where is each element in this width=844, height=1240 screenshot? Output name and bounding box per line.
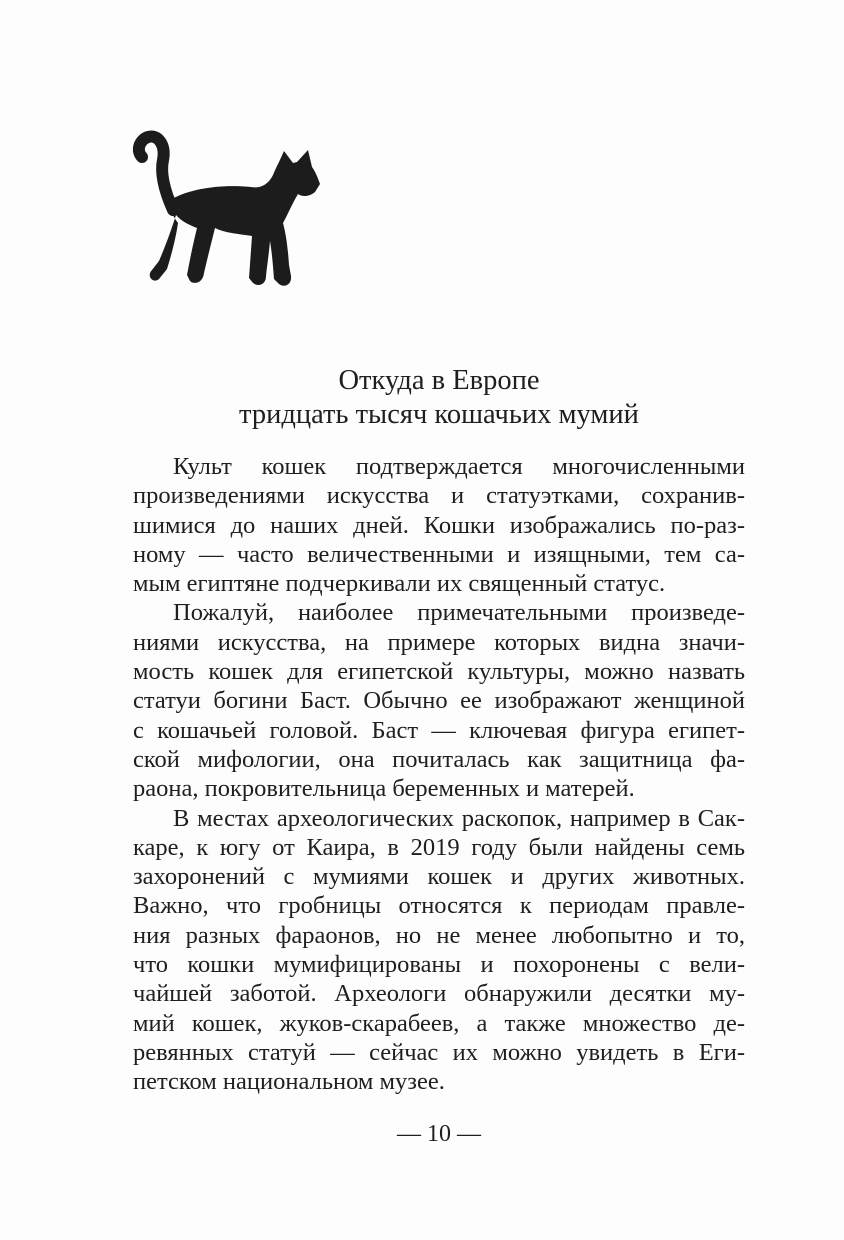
body-line: Пожалуй, наиболее примечательными произведе- (173, 599, 745, 627)
page-number: — 10 — (397, 1121, 481, 1147)
body-line: ревянных статуй — сейчас их можно увидеть в Еги- (133, 1038, 745, 1066)
cat-silhouette-icon (131, 126, 321, 294)
body-line: В местах археологических раскопок, например в Сак- (173, 804, 745, 832)
body-line: каре, к югу от Каира, в 2019 году были найдены семь (133, 833, 745, 861)
body-line: с кошачьей головой. Баст — ключевая фигура египет- (133, 716, 745, 744)
body-line: ному — часто величественными и изящными, тем са- (133, 540, 745, 568)
chapter-title-line-2: тридцать тысяч кошачьих мумий (239, 399, 639, 430)
body-line: Важно, что гробницы относятся к периодам правле- (133, 892, 745, 920)
chapter-title (133, 364, 745, 432)
cat-body-shape (150, 150, 320, 286)
body-line: мым египтяне подчеркивали их священный статус. (133, 570, 666, 598)
cat-tail-shape (139, 137, 173, 210)
body-line: раона, покровительница беременных и матерей. (133, 775, 635, 803)
body-line: ниями искусства, на примере которых видна значи- (133, 628, 745, 656)
body-line: мий кошек, жуков-скарабеев, а также множество де- (133, 1009, 745, 1037)
body-line: ния разных фараонов, но не менее любопытно и то, (133, 921, 745, 949)
body-text (133, 452, 745, 1097)
body-line: что кошки мумифицированы и похоронены с вели- (133, 951, 745, 979)
body-line: статуи богини Баст. Обычно ее изображают женщиной (133, 687, 745, 715)
body-line: ской мифологии, она почиталась как защитница фа- (133, 745, 745, 773)
chapter-title-line-1: Откуда в Европе (338, 365, 540, 396)
body-line: шимися до наших дней. Кошки изображались по-раз- (133, 511, 745, 539)
body-line: мость кошек для египетской культуры, можно назвать (133, 658, 745, 686)
body-line: чайшей заботой. Археологи обнаружили десятки му- (133, 980, 745, 1008)
body-line: петском национальном музее. (133, 1068, 445, 1096)
body-line: произведениями искусства и статуэтками, сохранив- (133, 482, 745, 510)
body-line: захоронений с мумиями кошек и других животных. (133, 863, 745, 891)
body-line: Культ кошек подтверждается многочисленными (173, 453, 745, 480)
